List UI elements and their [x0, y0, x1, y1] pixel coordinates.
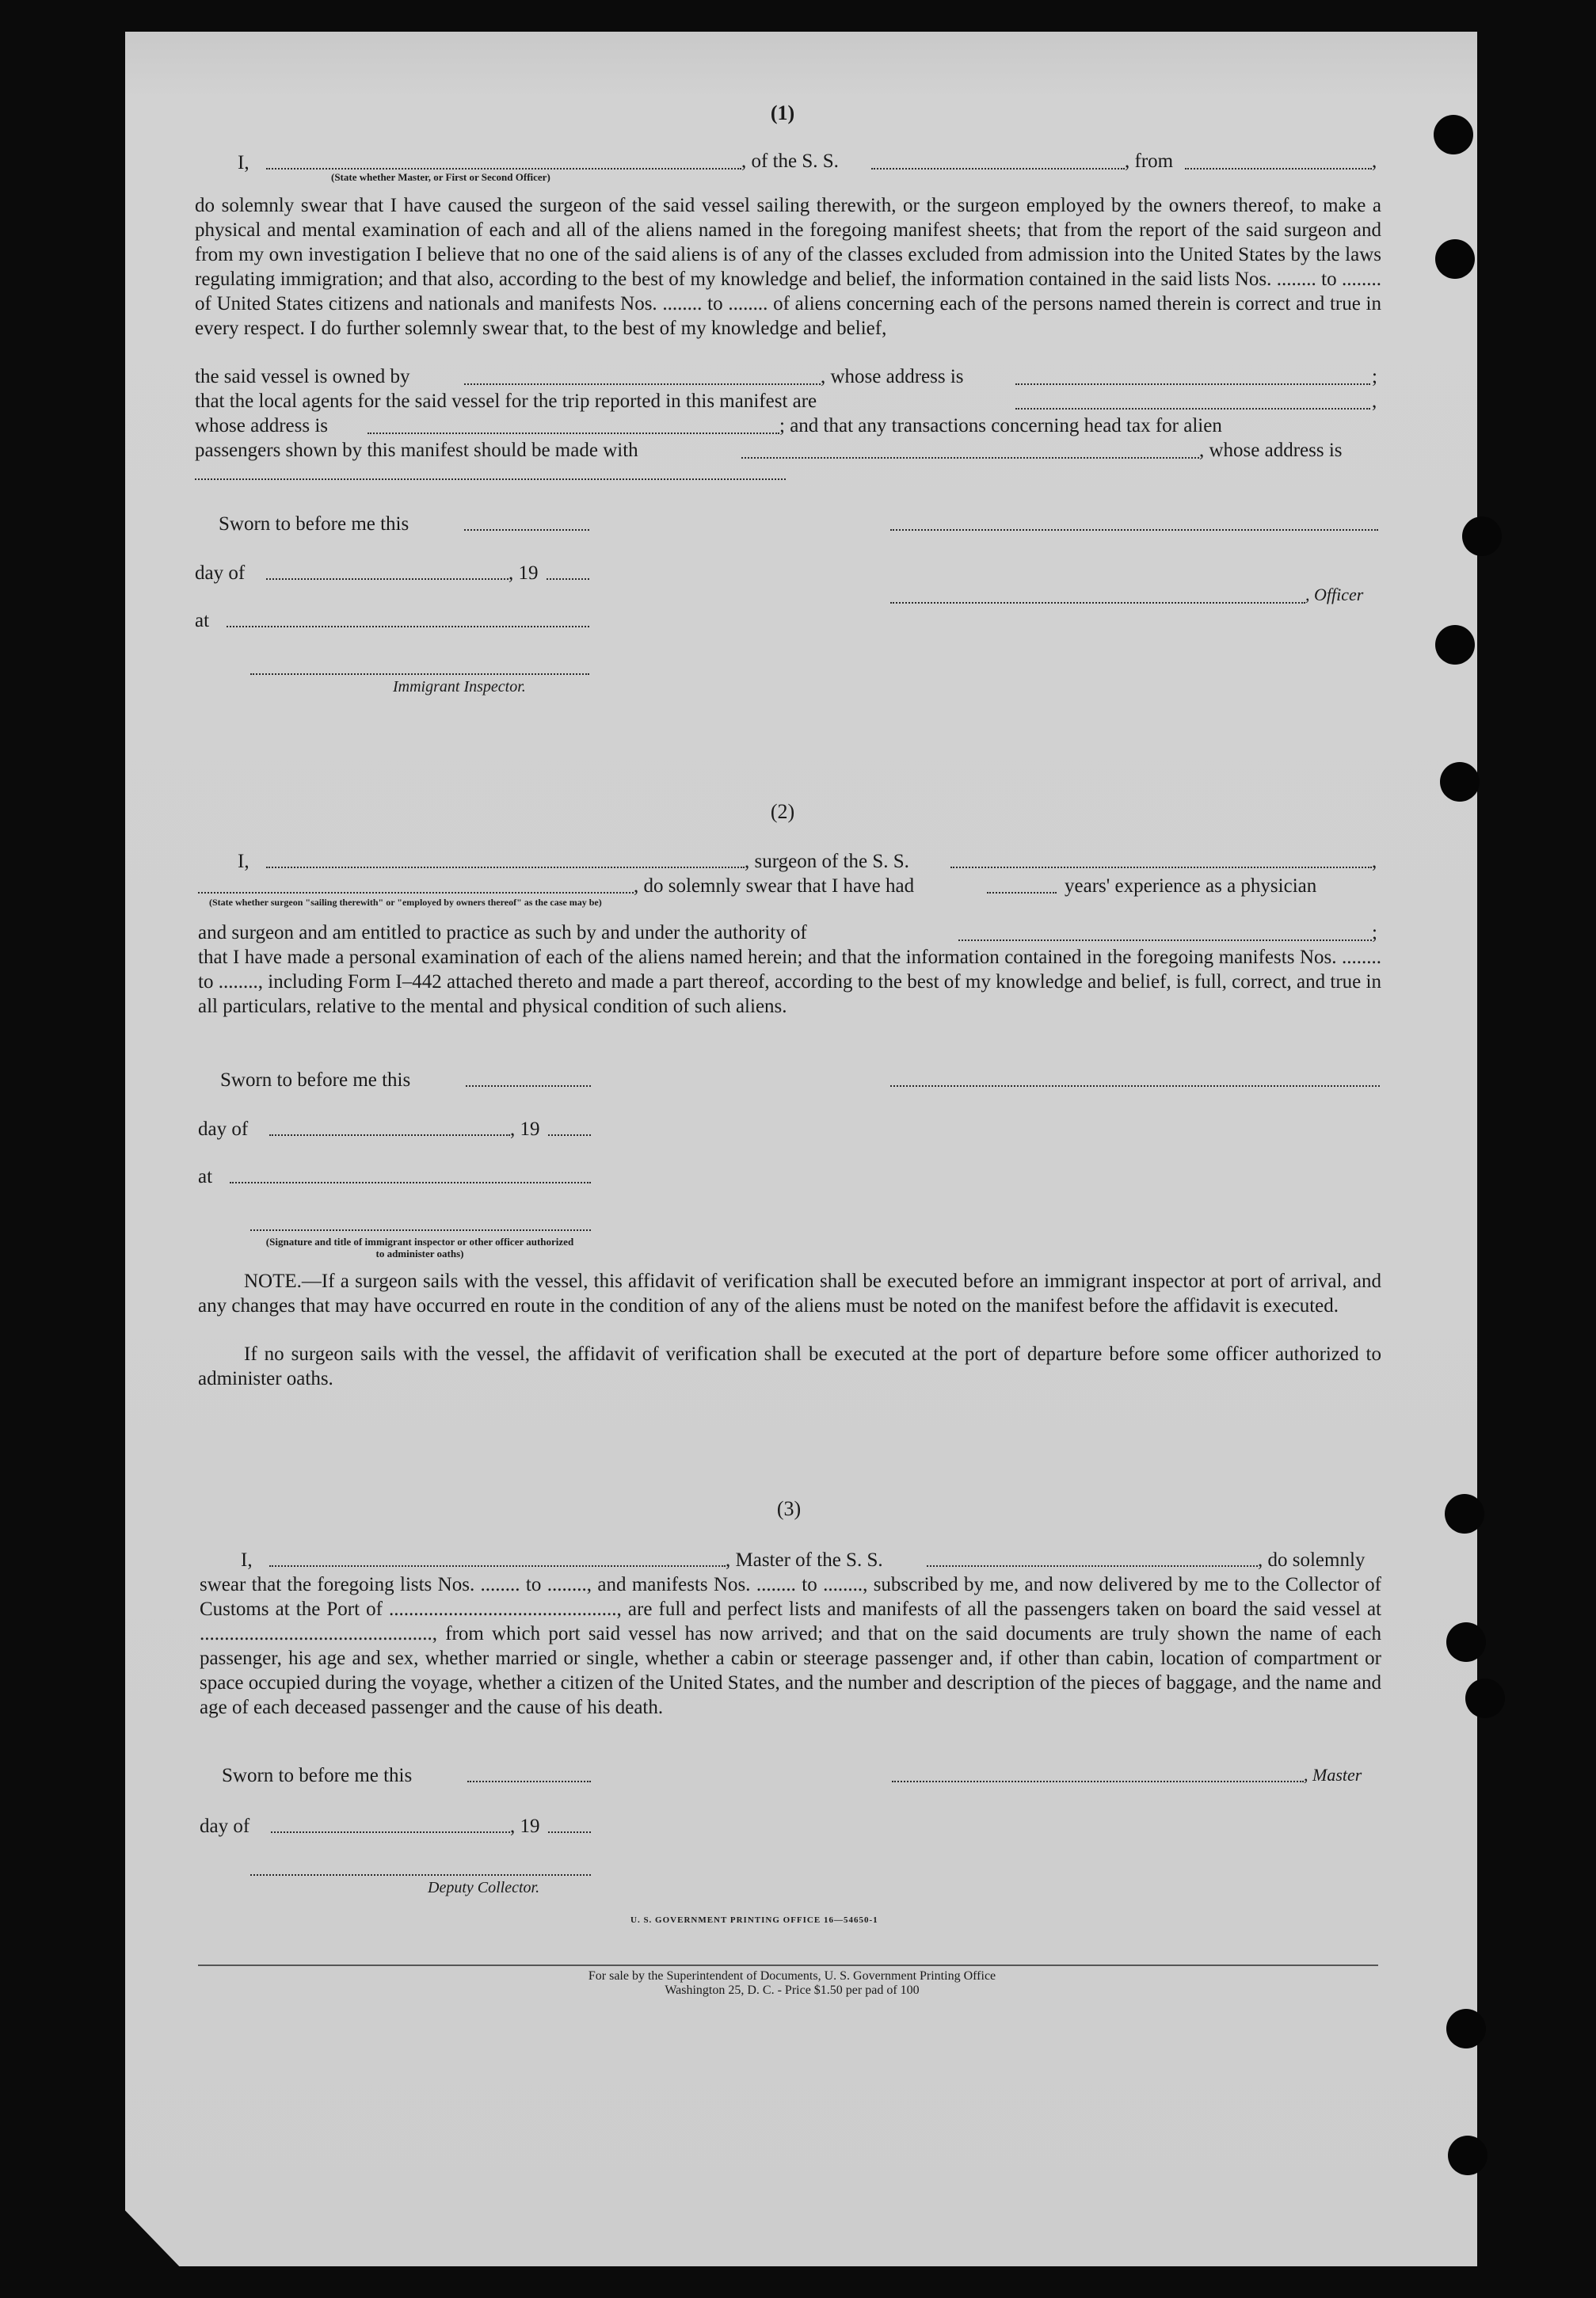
sale-line-2: Washington 25, D. C. - Price $1.50 per pad of 100 [665, 1984, 920, 1997]
s3-deputy-signature-line[interactable] [250, 1874, 591, 1876]
s1-agents-address-field[interactable] [368, 433, 779, 434]
s2-at: at [198, 1166, 213, 1187]
s3-i: I, [241, 1549, 253, 1571]
sale-line-1: For sale by the Superintendent of Documents, U. S. Government Printing Office [588, 1969, 996, 1983]
s1-month-field[interactable] [266, 578, 509, 580]
s1-at: at [195, 610, 210, 631]
s1-year-field[interactable] [547, 578, 589, 580]
s3-master-signature-line[interactable] [892, 1781, 1304, 1782]
s2-sworn: Sworn to before me this [220, 1069, 411, 1091]
s2-years: years' experience as a physician [1065, 875, 1317, 897]
s3-deputy-label: Deputy Collector. [428, 1879, 540, 1896]
s1-from: , from [1125, 151, 1174, 172]
s3-year-field[interactable] [548, 1831, 591, 1833]
s1-head-tax-contact-field[interactable] [741, 457, 1199, 459]
s1-owner-address-field[interactable] [1015, 383, 1370, 385]
s2-month-field[interactable] [269, 1134, 510, 1136]
s2-day-of: day of [198, 1119, 249, 1140]
s3-sworn: Sworn to before me this [222, 1765, 413, 1786]
s2-hint: (State whether surgeon "sailing therewith" or "employed by owners thereof" as the case may be) [209, 897, 602, 908]
s1-officer-label: , Officer [1305, 585, 1364, 604]
s1-whose-address-3: , whose address is [1199, 440, 1343, 461]
s3-year: , 19 [510, 1816, 540, 1837]
s2-semicolon: ; [1372, 922, 1377, 943]
s3-master-label: , Master [1304, 1765, 1362, 1785]
s2-years-field[interactable] [987, 892, 1057, 894]
s2-authority: and surgeon and am entitled to practice as such by and under the authority of [198, 922, 807, 943]
s2-signature-line[interactable] [890, 1085, 1380, 1087]
s2-year: , 19 [510, 1119, 540, 1140]
s2-surgeon-type-field[interactable] [198, 892, 634, 894]
s1-semicolon: ; [1372, 366, 1377, 387]
section-3-number: (3) [776, 1497, 802, 1520]
s1-officer-title-line[interactable] [890, 602, 1305, 604]
s3-solemnly: , do solemnly [1258, 1549, 1366, 1571]
printer-imprint: U. S. GOVERNMENT PRINTING OFFICE 16—54650-1 [630, 1915, 878, 1925]
s1-place-field[interactable] [227, 626, 589, 627]
s1-signature-line[interactable] [890, 529, 1378, 531]
s1-sworn-day-field[interactable] [464, 529, 589, 531]
s2-swear: , do solemnly swear that I have had [634, 875, 915, 897]
s3-master-name-field[interactable] [269, 1565, 726, 1567]
s2-surgeon-name-field[interactable] [266, 867, 745, 868]
s1-local-agents: that the local agents for the said vessel for the trip reported in this manifest are [195, 391, 817, 412]
s2-signature-hint: (Signature and title of immigrant inspector or other officer authorized to administer oaths) [265, 1236, 574, 1260]
s1-owned-by: the said vessel is owned by [195, 366, 410, 387]
s1-comma: , [1372, 391, 1377, 412]
s2-note-1: NOTE.—If a surgeon sails with the vessel, this affidavit of verification shall be executed before an immigrant inspector at port of arrival, and any changes that may have occurred en route in the condition of any of the aliens must be noted on the manifest before the affidavit is executed. [198, 1271, 1381, 1317]
s1-contact-address-field[interactable] [195, 478, 786, 480]
s1-inspector-label: Immigrant Inspector. [393, 678, 526, 695]
s1-body: do solemnly swear that I have caused the surgeon of the said vessel sailing therewith, or the surgeon employed by the owners thereof, to make a physical and mental examination of each and all of the aliens named in the foregoing manifest sheets; that from the report of the said surgeon and from my own investigation I believe that no one of the said aliens is of any of the classes excluded from admission into the United States by the laws regulating immigration; and that also, according to the best of my knowledge and belief, the information contained in the said lists Nos. ........ to ........ of United States citizens and nationals and manifests Nos. ........ to ........ of aliens concerning each of the persons named therein is correct and true in every respect. I do further solemnly swear that, to the best of my knowledge and belief, [195, 195, 1381, 339]
s2-end: , [1372, 851, 1377, 872]
s2-sworn-day-field[interactable] [466, 1085, 591, 1087]
s2-body: that I have made a personal examination of each of the aliens named herein; and that the information contained in the foregoing manifests Nos. ........ to ........, including Form I–442 attached thereto and made a part thereof, according to the best of my knowledge and belief, is full, correct, and true in all particulars, relative to the mental and physical condition of such aliens. [198, 947, 1381, 1017]
s3-vessel-field[interactable] [927, 1565, 1258, 1567]
s1-vessel-name-field[interactable] [871, 168, 1125, 170]
s1-sworn: Sworn to before me this [219, 513, 409, 535]
s3-month-field[interactable] [271, 1831, 510, 1833]
s3-master-of: , Master of the S. S. [726, 1549, 883, 1571]
s2-i: I, [238, 851, 249, 872]
s1-passengers: passengers shown by this manifest should be made with [195, 440, 638, 461]
s1-year: , 19 [509, 562, 539, 584]
s2-note-2: If no surgeon sails with the vessel, the affidavit of verification shall be executed at the port of departure before some officer authorized to administer oaths. [198, 1343, 1381, 1389]
s1-head-tax: ; and that any transactions concerning head tax for alien [779, 415, 1222, 436]
s1-whose-address: , whose address is [821, 366, 964, 387]
s3-sworn-day-field[interactable] [467, 1781, 591, 1782]
s3-day-of: day of [200, 1816, 250, 1837]
s2-year-field[interactable] [548, 1134, 591, 1136]
s1-owner-field[interactable] [464, 383, 821, 385]
s2-vessel-field[interactable] [950, 867, 1372, 868]
footer-rule [198, 1965, 1378, 1966]
s2-surgeon-of: , surgeon of the S. S. [745, 851, 909, 872]
section-2-number: (2) [770, 800, 795, 823]
s1-from-port-field[interactable] [1185, 168, 1372, 170]
s1-i: I, [238, 152, 249, 173]
s2-authority-field[interactable] [958, 939, 1372, 941]
s1-officer-hint: (State whether Master, or First or Second Officer) [331, 171, 550, 183]
s1-inspector-signature-line[interactable] [250, 673, 589, 675]
s1-of-ss: , of the S. S. [741, 151, 839, 172]
s1-agents-field[interactable] [1015, 408, 1370, 410]
s1-whose-address-2: whose address is [195, 415, 329, 436]
s1-officer-name-field[interactable] [266, 168, 741, 170]
s2-place-field[interactable] [230, 1182, 591, 1183]
s2-inspector-signature-line[interactable] [250, 1229, 591, 1231]
section-1-number: (1) [770, 101, 795, 124]
s1-line1-end: , [1372, 151, 1377, 172]
s3-body: swear that the foregoing lists Nos. ........ to ........, and manifests Nos. ........ to ........, subscribed by me, and now delivered by me to the Collector of Customs at the Port of .............................................., are full and perfect lists and manifests of all the passengers taken on board the said vessel at ..............................................., from which port said vessel has now arrived; and that on the said documents are truly shown the name of each passenger, his age and sex, whether married or single, whether a cabin or steerage passenger and, if other than cabin, location of compartment or space occupied during the voyage, whether a citizen of the United States, and the number and description of the pieces of baggage, and the name and age of each deceased passenger and the cause of his death. [200, 1574, 1381, 1718]
s1-day-of: day of [195, 562, 246, 584]
